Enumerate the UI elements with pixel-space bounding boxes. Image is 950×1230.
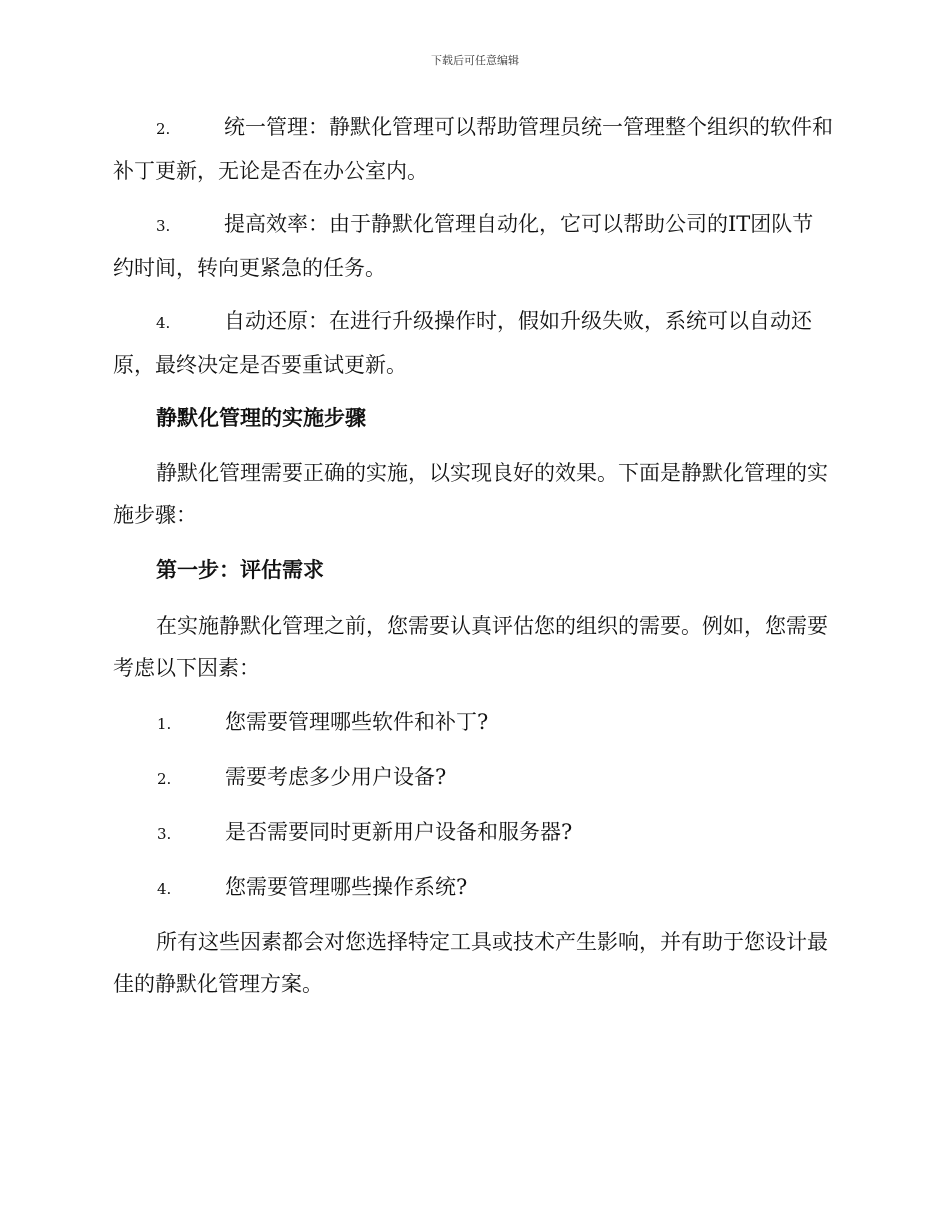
list-text: 需要考虑多少用户设备?	[225, 765, 447, 789]
list-text: 自动还原：在进行升级操作时，假如升级失败，系统可以自动还原，最终决定是否要重试更新。	[113, 309, 812, 377]
list-item	[157, 701, 837, 745]
list-item	[113, 106, 833, 192]
list-number: 4.	[157, 880, 172, 898]
list-text: 是否需要同时更新用户设备和服务器?	[225, 820, 573, 844]
list-number: 3.	[157, 825, 172, 843]
list-text: 提高效率：由于静默化管理自动化，它可以帮助公司的IT团队节约时间，转向更紧急的任务。	[113, 212, 814, 280]
list-number: 1.	[157, 715, 172, 733]
list-item	[157, 756, 837, 800]
section-heading: 第一步：评估需求	[156, 557, 324, 582]
list-item	[113, 300, 833, 386]
list-number: 3.	[156, 217, 171, 235]
list-item	[157, 811, 837, 855]
list-number: 2.	[157, 770, 172, 788]
list-item	[157, 866, 837, 910]
list-item	[113, 203, 833, 289]
list-text: 您需要管理哪些软件和补丁?	[225, 710, 489, 734]
section-heading: 静默化管理的实施步骤	[156, 405, 366, 430]
list-number: 2.	[156, 120, 171, 138]
paragraph: 在实施静默化管理之前，您需要认真评估您的组织的需要。例如，您需要考虑以下因素：	[113, 614, 828, 680]
list-text: 您需要管理哪些操作系统?	[225, 875, 468, 899]
paragraph: 静默化管理需要正确的实施，以实现良好的效果。下面是静默化管理的实施步骤：	[113, 461, 828, 527]
page-header: 下载后可任意编辑	[431, 54, 519, 67]
list-text: 统一管理：静默化管理可以帮助管理员统一管理整个组织的软件和补丁更新，无论是否在办公室内。	[113, 115, 833, 183]
paragraph: 所有这些因素都会对您选择特定工具或技术产生影响，并有助于您设计最佳的静默化管理方案。	[113, 930, 828, 996]
list-number: 4.	[156, 314, 171, 332]
